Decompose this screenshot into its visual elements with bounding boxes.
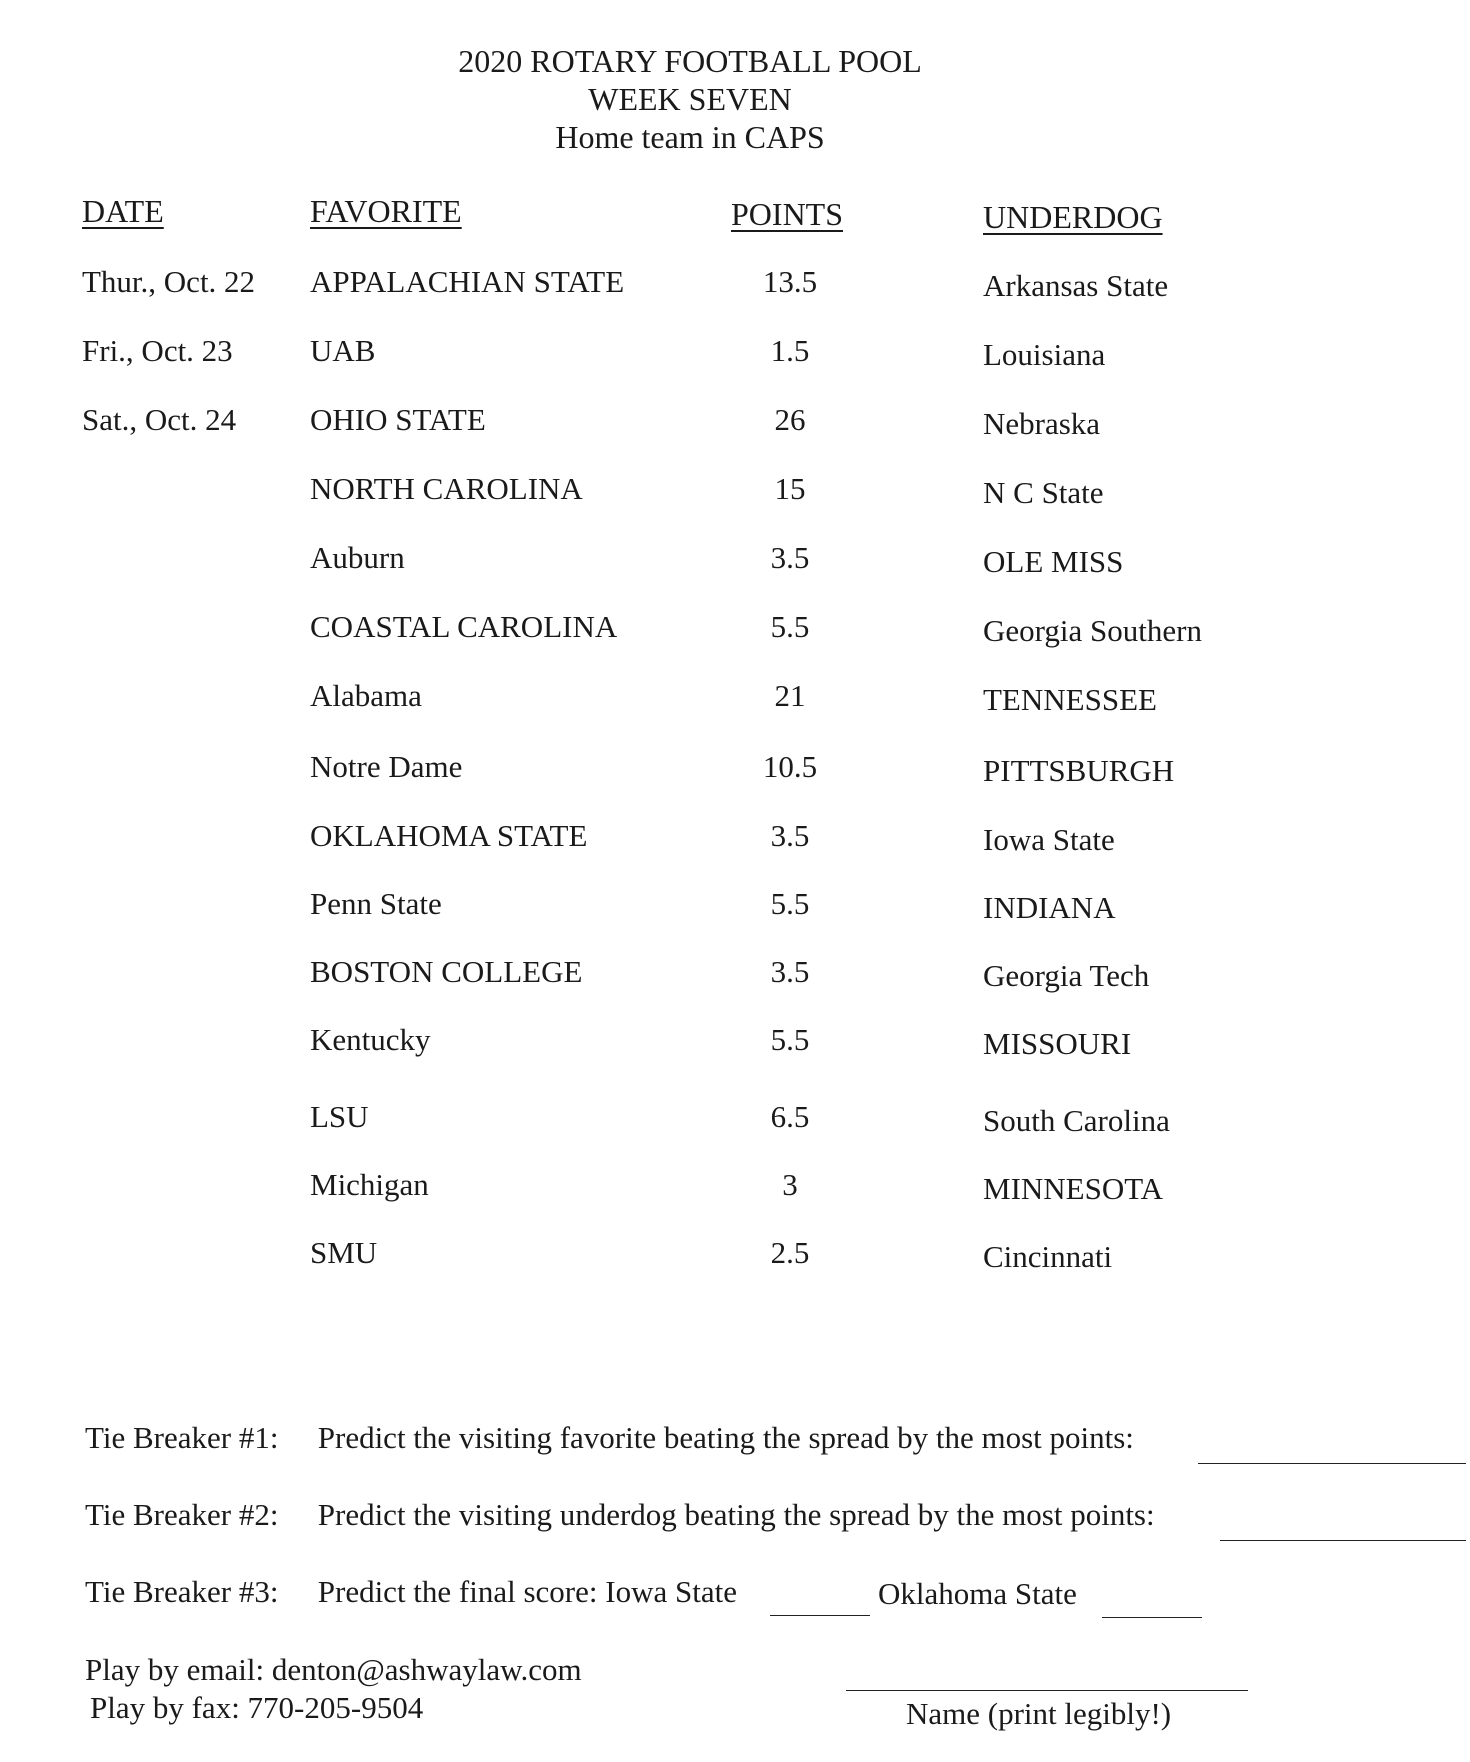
game-points: 6.5 [770, 1099, 810, 1134]
game-points: 3.5 [770, 540, 810, 575]
tie-breaker-3 [85, 1574, 737, 1610]
week-title: WEEK SEVEN [588, 81, 792, 117]
game-underdog: PITTSBURGH [983, 753, 1175, 788]
game-row [0, 471, 1470, 511]
game-points: 13.5 [762, 264, 818, 299]
underdog-header: UNDERDOG [983, 199, 1163, 235]
game-underdog: Georgia Tech [983, 958, 1150, 993]
game-underdog: TENNESSEE [983, 682, 1157, 717]
game-points: 3 [782, 1167, 798, 1202]
game-underdog: INDIANA [983, 890, 1116, 925]
game-points: 5.5 [770, 886, 810, 921]
game-underdog: South Carolina [983, 1103, 1170, 1138]
game-row [0, 678, 1470, 718]
game-underdog: MINNESOTA [983, 1171, 1164, 1206]
game-favorite: Penn State [310, 886, 442, 921]
game-row [0, 749, 1470, 789]
game-underdog: MISSOURI [983, 1026, 1132, 1061]
game-row [0, 954, 1470, 994]
name-signature-line[interactable] [846, 1690, 1248, 1691]
oklahoma-state-score-line[interactable] [1102, 1617, 1202, 1618]
game-row [0, 609, 1470, 649]
tie-breaker-2-answer-line[interactable] [1220, 1540, 1466, 1541]
game-points: 5.5 [770, 1022, 810, 1057]
game-row [0, 818, 1470, 858]
home-team-note: Home team in CAPS [555, 119, 825, 155]
game-row [0, 333, 1470, 373]
favorite-header: FAVORITE [310, 193, 462, 229]
game-date: Thur., Oct. 22 [82, 264, 256, 299]
game-underdog: N C State [983, 475, 1104, 510]
game-favorite: COASTAL CAROLINA [310, 609, 618, 644]
game-row [0, 1167, 1470, 1207]
tie-breaker-label: Tie Breaker #3: [85, 1574, 279, 1609]
game-row [0, 540, 1470, 580]
game-favorite: LSU [310, 1099, 369, 1134]
game-points: 26 [774, 402, 806, 437]
tie-breaker-3-second-team: Oklahoma State [878, 1576, 1077, 1611]
play-by-fax: Play by fax: 770-205-9504 [90, 1690, 424, 1725]
game-date: Fri., Oct. 23 [82, 333, 233, 368]
points-header: POINTS [731, 196, 844, 232]
date-header: DATE [82, 193, 164, 229]
game-favorite: UAB [310, 333, 376, 368]
game-underdog: Cincinnati [983, 1239, 1113, 1274]
name-label: Name (print legibly!) [906, 1696, 1172, 1731]
game-favorite: BOSTON COLLEGE [310, 954, 583, 989]
game-points: 3.5 [770, 818, 810, 853]
game-underdog: Arkansas State [983, 268, 1169, 303]
tie-breaker-label: Tie Breaker #1: [85, 1420, 279, 1455]
game-points: 1.5 [770, 333, 810, 368]
game-favorite: NORTH CAROLINA [310, 471, 583, 506]
game-points: 2.5 [770, 1235, 810, 1270]
game-points: 5.5 [770, 609, 810, 644]
game-row [0, 264, 1470, 304]
game-favorite: APPALACHIAN STATE [310, 264, 625, 299]
tie-breaker-1-answer-line[interactable] [1198, 1463, 1466, 1464]
game-points: 10.5 [762, 749, 818, 784]
play-by-email: Play by email: denton@ashwaylaw.com [85, 1652, 582, 1687]
game-points: 15 [774, 471, 806, 506]
game-favorite: Michigan [310, 1167, 429, 1202]
iowa-state-score-line[interactable] [770, 1615, 870, 1616]
game-row [0, 1235, 1470, 1275]
game-favorite: Auburn [310, 540, 405, 575]
tie-breaker-1 [85, 1420, 1134, 1456]
game-underdog: Nebraska [983, 406, 1101, 441]
tie-breaker-question: Predict the final score: Iowa State [317, 1574, 737, 1609]
game-underdog: Louisiana [983, 337, 1106, 372]
game-underdog: Georgia Southern [983, 613, 1202, 648]
game-row [0, 1099, 1470, 1139]
game-underdog: Iowa State [983, 822, 1115, 857]
game-row [0, 1022, 1470, 1062]
tie-breaker-label: Tie Breaker #2: [85, 1497, 279, 1532]
game-points: 21 [774, 678, 806, 713]
game-favorite: Kentucky [310, 1022, 431, 1057]
game-favorite: Alabama [310, 678, 422, 713]
game-favorite: SMU [310, 1235, 378, 1270]
tie-breaker-question: Predict the visiting underdog beating the spread by the most points: [317, 1497, 1155, 1532]
game-underdog: OLE MISS [983, 544, 1124, 579]
pool-title: 2020 ROTARY FOOTBALL POOL [458, 43, 922, 79]
game-row [0, 886, 1470, 926]
game-points: 3.5 [770, 954, 810, 989]
game-favorite: Notre Dame [310, 749, 463, 784]
tie-breaker-2 [85, 1497, 1155, 1533]
game-date: Sat., Oct. 24 [82, 402, 237, 437]
game-favorite: OKLAHOMA STATE [310, 818, 588, 853]
tie-breaker-question: Predict the visiting favorite beating the spread by the most points: [317, 1420, 1134, 1455]
game-favorite: OHIO STATE [310, 402, 486, 437]
game-row [0, 402, 1470, 442]
